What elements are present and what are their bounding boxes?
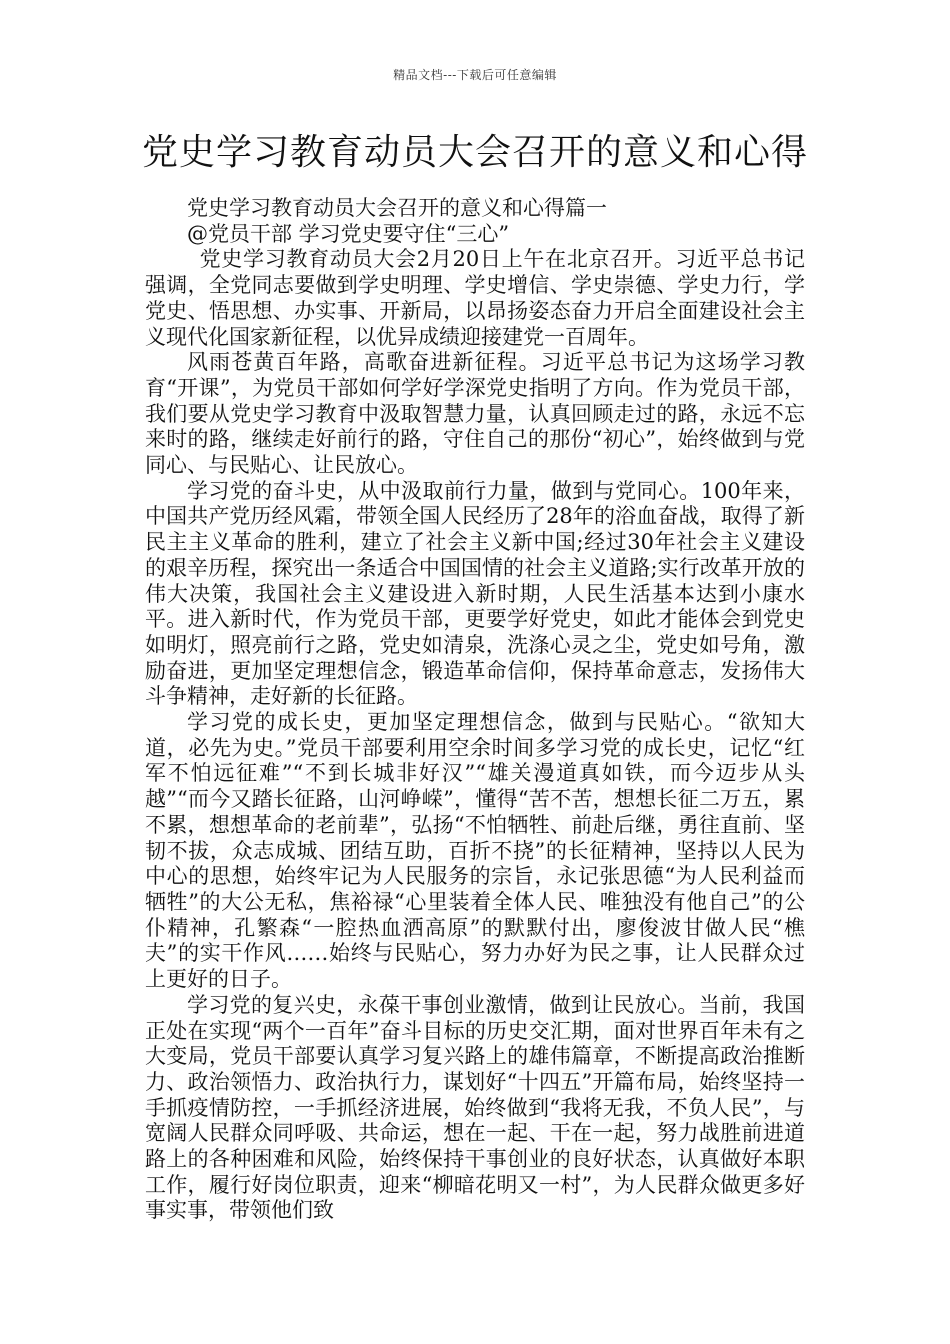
subtitle-line: @党员干部 学习党史要守住“三心” — [187, 221, 510, 246]
body-paragraph: 学习党的成长史，更加坚定理想信念，做到与民贴心。“欲知大道，必先为史。”党员干部要利用空余时间多学习党的成长史，记忆“红军不怕远征难”“不到长城非好汉”“雄关漫道真如铁，而今迈步从头越”“而今又踏长征路，山河峥嵘”，懂得“苦不苦，想想长征二万五，累不累，想想革命的老前辈”，弘扬“不怕牺牲、前赴后继，勇往直前、坚韧不拔，众志成城、团结互助，百折不挠”的长征精神，坚持以人民为中心的思想，始终牢记为人民服务的宗旨，永记张思德“为人民利益而牺牲”的大公无私，焦裕禄“心里装着全体人民、唯独没有他自己”的公仆精神，孔繁森“一腔热血洒高原”的默默付出，廖俊波甘做人民“樵夫”的实干作风……始终与民贴心，努力办好为民之事，让人民群众过上更好的日子。 — [145, 710, 805, 992]
header-note: 精品文档---下载后可任意编辑 — [393, 68, 557, 82]
body-paragraph: 党史学习教育动员大会2月20日上午在北京召开。习近平总书记强调，全党同志要做到学史明理、学史增信、学史崇德、学史力行，学党史、悟思想、办实事、开新局，以昂扬姿态奋力开启全面建设社会主义现代化国家新征程，以优异成绩迎接建党一百周年。 — [145, 247, 805, 349]
body-paragraph: 学习党的复兴史，永葆干事创业激情，做到让民放心。当前，我国正处在实现“两个一百年”奋斗目标的历史交汇期，面对世界百年未有之大变局，党员干部要认真学习复兴路上的雄伟篇章，不断提高政治推断力、政治领悟力、政治执行力，谋划好“十四五”开篇布局，始终坚持一手抓疫情防控，一手抓经济进展，始终做到“我将无我，不负人民”，与宽阔人民群众同呼吸、共命运，想在一起、干在一起，努力战胜前进道路上的各种困难和风险，始终保持干事创业的良好状态，认真做好本职工作，履行好岗位职责，迎来“柳暗花明又一村”，为人民群众做更多好事实事，带领他们致 — [145, 992, 805, 1223]
subtitle-line: 党史学习教育动员大会召开的意义和心得篇一 — [187, 196, 607, 220]
body-paragraph: 学习党的奋斗史，从中汲取前行力量，做到与党同心。100年来，中国共产党历经风霜，带领全国人民经历了28年的浴血奋战，取得了新民主主义革命的胜利，建立了社会主义新中国;经过30年社会主义建设的艰辛历程，探究出一条适合中国国情的社会主义道路;实行改革开放的伟大决策，我国社会主义建设进入新时期，人民生活基本达到小康水平。进入新时代，作为党员干部，更要学好党史，如此才能体会到党史如明灯，照亮前行之路，党史如清泉，洗涤心灵之尘，党史如号角，激励奋进，更加坚定理想信念，锻造革命信仰，保持革命意志，发扬伟大斗争精神，走好新的长征路。 — [145, 478, 805, 709]
document-body — [145, 196, 805, 1224]
page-title: 党史学习教育动员大会召开的意义和心得 — [141, 132, 808, 173]
body-paragraph: 风雨苍黄百年路，高歌奋进新征程。习近平总书记为这场学习教育“开课”，为党员干部如何学好学深党史指明了方向。作为党员干部，我们要从党史学习教育中汲取智慧力量，认真回顾走过的路，永远不忘来时的路，继续走好前行的路，守住自己的那份“初心”，始终做到与党同心、与民贴心、让民放心。 — [145, 350, 805, 478]
